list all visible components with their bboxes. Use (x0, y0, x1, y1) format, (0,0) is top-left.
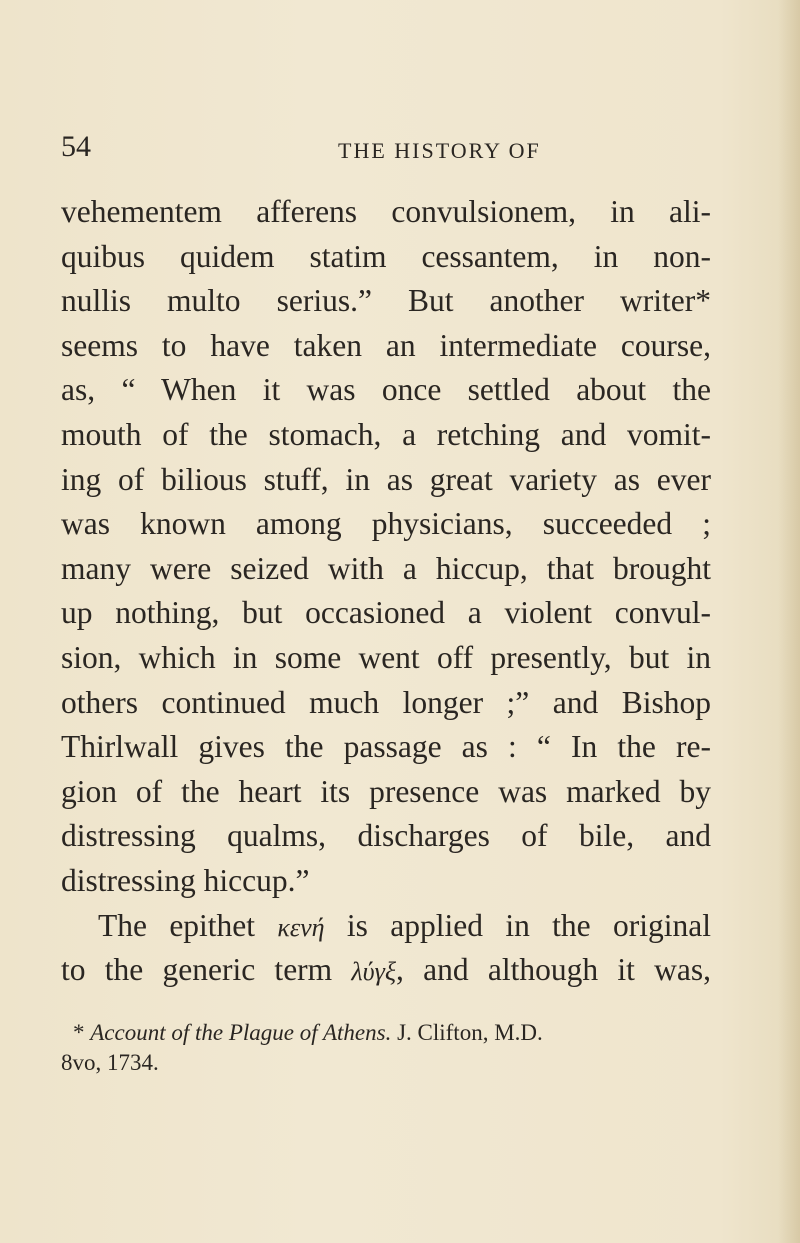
main-text (61, 190, 711, 993)
text-line: up nothing, but occasioned a violent convul- (61, 595, 711, 631)
text-line: was known among physicians, succeeded ; (61, 506, 711, 542)
footnote-line (61, 1018, 711, 1048)
text-line: Thirlwall gives the passage as : “ In the re- (61, 729, 711, 765)
text-line: ing of bilious stuff, in as great variety as ever (61, 461, 711, 497)
text-line: as, “ When it was once settled about the (61, 372, 711, 408)
text-line-epithet (61, 904, 711, 949)
text-line: others continued much longer ;” and Bishop (61, 684, 711, 720)
text-line: distressing hiccup.” (61, 862, 310, 898)
footnote (61, 1018, 711, 1078)
page-edge-shadow (778, 0, 800, 1243)
text-line: vehementem afferens convulsionem, in ali- (61, 194, 711, 229)
text-line: seems to have taken an intermediate course, (61, 327, 711, 363)
running-title: THE HISTORY OF (338, 138, 541, 163)
text-line: gion of the heart its presence was marked by (61, 773, 711, 809)
footnote-author: J. Clifton, M.D. (391, 1020, 543, 1045)
text-segment: , and although it was, (396, 952, 711, 988)
text-line: sion, which in some went off presently, but in (61, 639, 711, 675)
text-line: mouth of the stomach, a retching and vomit- (61, 416, 711, 452)
text-line: nullis multo serius.” But another writer* (61, 283, 711, 319)
footnote-title: Account of the Plague of Athens. (90, 1020, 392, 1045)
greek-word: λύγξ (351, 957, 396, 987)
footnote-marker: * (73, 1020, 91, 1045)
text-line: many were seized with a hiccup, that brought (61, 550, 711, 586)
text-segment: is applied in the original (324, 907, 711, 943)
greek-word: κενή (277, 912, 325, 942)
text-segment: The epithet (98, 907, 278, 943)
text-line: quibus quidem statim cessantem, in non- (61, 238, 711, 274)
text-line: distressing qualms, discharges of bile, and (61, 818, 711, 854)
text-segment: to the generic term (61, 952, 352, 988)
page-number: 54 (61, 130, 91, 163)
text-line-generic-term (61, 948, 711, 993)
footnote-line: 8vo, 1734. (61, 1050, 159, 1075)
page-header (0, 130, 800, 170)
